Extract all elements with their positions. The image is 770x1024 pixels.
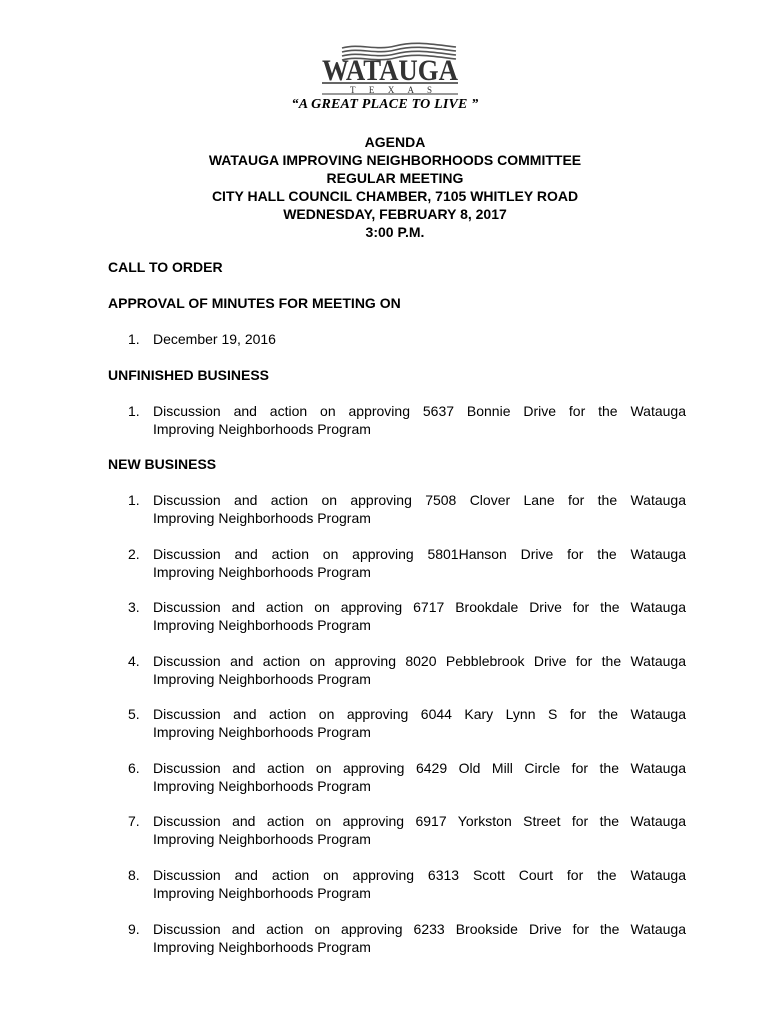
item-text-line1: Discussion and action on approving 6429 Old Mill Circle for the Watauga bbox=[153, 760, 686, 776]
approval-item bbox=[128, 330, 686, 348]
item-number: 6. bbox=[128, 760, 140, 776]
section-approval-of-minutes: APPROVAL OF MINUTES FOR MEETING ON bbox=[108, 295, 401, 311]
new-business-item bbox=[128, 652, 686, 688]
item-text-line1: Discussion and action on approving 6044 Kary Lynn S for the Watauga bbox=[153, 706, 686, 722]
item-text-line1: Discussion and action on approving 5637 Bonnie Drive for the Watauga bbox=[153, 403, 686, 419]
item-text-line2: Improving Neighborhoods Program bbox=[153, 671, 371, 687]
item-text-line1: Discussion and action on approving 5801Hanson Drive for the Watauga bbox=[153, 546, 686, 562]
new-business-item bbox=[128, 545, 686, 581]
new-business-item bbox=[128, 705, 686, 741]
item-text-line1: Discussion and action on approving 6717 Brookdale Drive for the Watauga bbox=[153, 599, 686, 615]
logo-sub: T E X A S bbox=[350, 85, 432, 95]
item-text-line1: Discussion and action on approving 6313 Scott Court for the Watauga bbox=[153, 867, 686, 883]
item-text-line2: Improving Neighborhoods Program bbox=[153, 724, 371, 740]
item-number: 1. bbox=[128, 331, 140, 347]
new-business-item bbox=[128, 812, 686, 848]
tagline: “A GREAT PLACE TO LIVE ” bbox=[291, 97, 479, 112]
item-number: 9. bbox=[128, 921, 140, 937]
item-number: 3. bbox=[128, 599, 140, 615]
header-location: CITY HALL COUNCIL CHAMBER, 7105 WHITLEY ROAD bbox=[211, 188, 579, 204]
header-date: WEDNESDAY, FEBRUARY 8, 2017 bbox=[283, 206, 507, 222]
new-business-item bbox=[128, 491, 686, 527]
new-business-item bbox=[128, 920, 686, 956]
section-call-to-order: CALL TO ORDER bbox=[108, 259, 223, 275]
unfinished-item bbox=[128, 402, 686, 438]
header-meeting-type: REGULAR MEETING bbox=[326, 170, 464, 186]
item-text: December 19, 2016 bbox=[153, 331, 276, 347]
header-time: 3:00 P.M. bbox=[365, 224, 425, 240]
item-text-line2: Improving Neighborhoods Program bbox=[153, 510, 371, 526]
item-text-line1: Discussion and action on approving 6917 Yorkston Street for the Watauga bbox=[153, 813, 686, 829]
item-text-line2: Improving Neighborhoods Program bbox=[153, 421, 371, 437]
item-number: 5. bbox=[128, 706, 140, 722]
item-number: 1. bbox=[128, 403, 140, 419]
item-text-line2: Improving Neighborhoods Program bbox=[153, 939, 371, 955]
item-text-line1: Discussion and action on approving 6233 Brookside Drive for the Watauga bbox=[153, 921, 686, 937]
header-title: AGENDA bbox=[364, 134, 426, 150]
item-text-line2: Improving Neighborhoods Program bbox=[153, 831, 371, 847]
logo-name: WATAUGA bbox=[322, 54, 459, 87]
item-number: 1. bbox=[128, 492, 140, 508]
item-number: 2. bbox=[128, 546, 140, 562]
agenda-header bbox=[0, 133, 770, 241]
item-number: 8. bbox=[128, 867, 140, 883]
item-text-line2: Improving Neighborhoods Program bbox=[153, 617, 371, 633]
item-number: 7. bbox=[128, 813, 140, 829]
new-business-item bbox=[128, 759, 686, 795]
new-business-item bbox=[128, 598, 686, 634]
item-text-line1: Discussion and action on approving 8020 Pebblebrook Drive for the Watauga bbox=[153, 653, 686, 669]
section-unfinished-business: UNFINISHED BUSINESS bbox=[108, 367, 270, 383]
header-committee: WATAUGA IMPROVING NEIGHBORHOODS COMMITTEE bbox=[208, 152, 582, 168]
section-new-business: NEW BUSINESS bbox=[108, 456, 217, 472]
item-text-line2: Improving Neighborhoods Program bbox=[153, 564, 371, 580]
item-text-line2: Improving Neighborhoods Program bbox=[153, 778, 371, 794]
watauga-logo bbox=[320, 40, 460, 95]
new-business-item bbox=[128, 866, 686, 902]
item-number: 4. bbox=[128, 653, 140, 669]
item-text-line1: Discussion and action on approving 7508 Clover Lane for the Watauga bbox=[153, 492, 686, 508]
item-text-line2: Improving Neighborhoods Program bbox=[153, 885, 371, 901]
